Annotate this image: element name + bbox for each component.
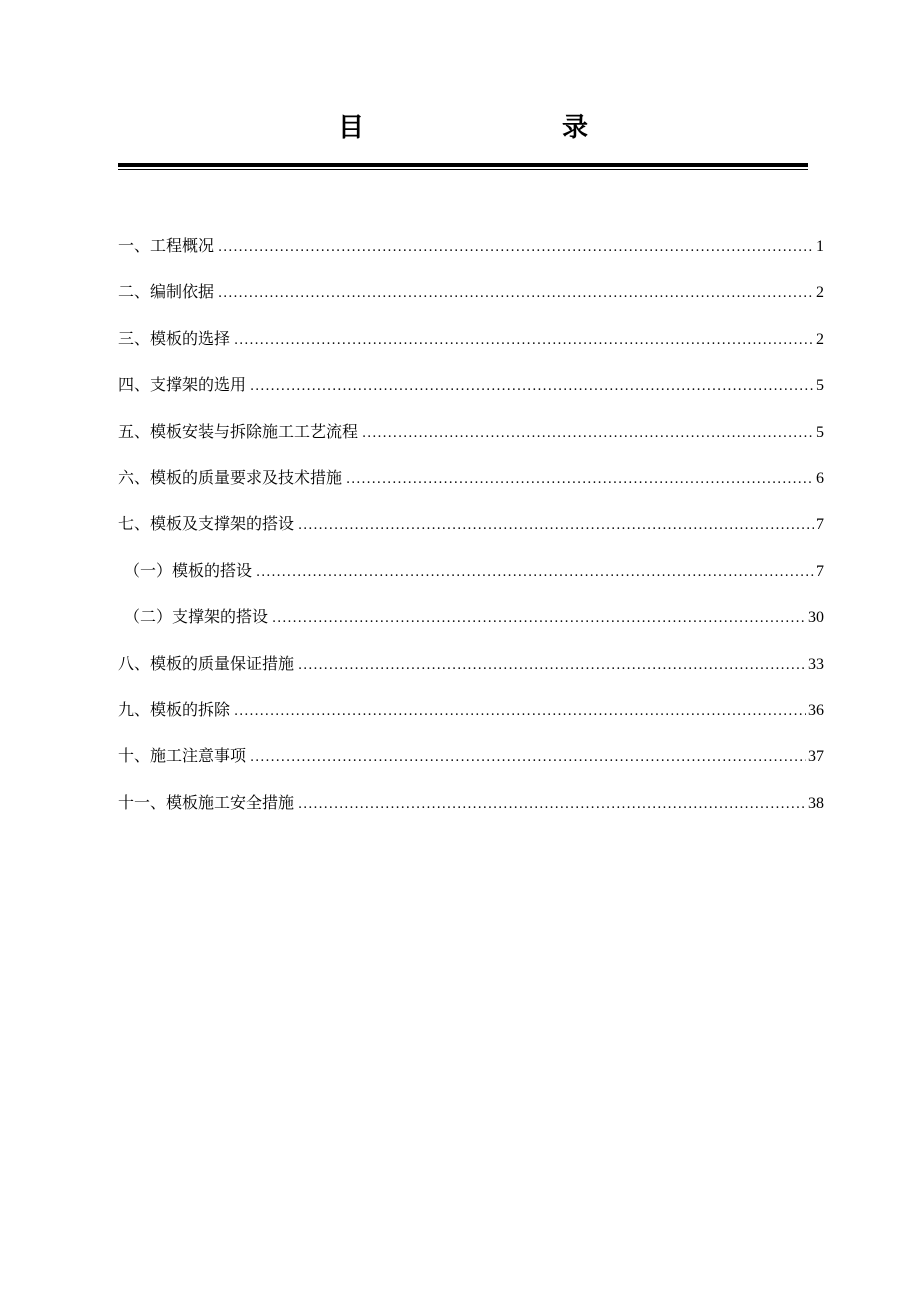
- toc-dot-leader: [362, 416, 814, 452]
- toc-page-number: 38: [808, 794, 824, 812]
- toc-dot-leader: [256, 555, 814, 591]
- toc-entry-label: 十一、模板施工安全措施: [118, 792, 295, 812]
- toc-entry-label: 二、编制依据: [118, 282, 215, 302]
- title-rule-thick: [118, 163, 808, 167]
- toc-entry-label: 六、模板的质量要求及技术措施: [118, 467, 343, 487]
- toc-page-number: 2: [816, 330, 824, 348]
- toc-entry-label: （一）模板的搭设: [124, 560, 253, 580]
- toc-entry[interactable]: [118, 738, 824, 784]
- toc-dot-leader: [298, 787, 806, 823]
- toc-entry-label: 四、支撑架的选用: [118, 375, 247, 395]
- toc-page-number: 37: [808, 748, 824, 766]
- toc-dot-leader: [218, 230, 814, 266]
- toc-entry-label: 五、模板安装与拆除施工工艺流程: [118, 421, 359, 441]
- toc-page-number: 30: [808, 609, 824, 627]
- toc-dot-leader: [250, 369, 814, 405]
- toc-entry[interactable]: [118, 414, 824, 460]
- toc-entry-label: （二）支撑架的搭设: [124, 607, 269, 627]
- title-rule-thin: [118, 169, 808, 170]
- toc-dot-leader: [346, 462, 814, 498]
- toc-dot-leader: [250, 740, 806, 776]
- toc-entry[interactable]: [118, 321, 824, 367]
- toc-page-number: 2: [816, 284, 824, 302]
- toc-dot-leader: [298, 508, 814, 544]
- toc-entry[interactable]: [118, 228, 824, 274]
- toc-subentry[interactable]: [118, 599, 824, 645]
- toc-entry[interactable]: [118, 646, 824, 692]
- toc-page-number: 1: [816, 238, 824, 255]
- toc-dot-leader: [272, 601, 806, 637]
- toc-page-number: 33: [808, 655, 824, 673]
- toc-entry[interactable]: [118, 460, 824, 506]
- toc-subentry[interactable]: [118, 553, 824, 599]
- toc-entry[interactable]: [118, 274, 824, 320]
- toc-page-number: 6: [816, 469, 824, 487]
- toc-dot-leader: [218, 276, 814, 312]
- toc-page-number: 5: [816, 423, 824, 441]
- toc-entry[interactable]: [118, 367, 824, 413]
- toc-dot-leader: [234, 694, 806, 730]
- toc-page-number: 36: [808, 701, 824, 719]
- toc-page-number: 7: [816, 516, 824, 534]
- toc-list: [118, 228, 824, 831]
- toc-entry-label: 九、模板的拆除: [118, 699, 231, 719]
- toc-dot-leader: [234, 323, 814, 359]
- toc-dot-leader: [298, 648, 806, 684]
- toc-page-number: 5: [816, 377, 824, 395]
- toc-entry-label: 一、工程概况: [118, 236, 215, 255]
- toc-entry[interactable]: [118, 506, 824, 552]
- toc-page-number: 7: [816, 562, 824, 580]
- toc-entry-label: 十、施工注意事项: [118, 746, 247, 766]
- toc-entry-label: 三、模板的选择: [118, 328, 231, 348]
- toc-entry-label: 八、模板的质量保证措施: [118, 653, 295, 673]
- toc-title: 目 录: [337, 113, 649, 143]
- toc-entry[interactable]: [118, 692, 824, 738]
- toc-entry[interactable]: [118, 785, 824, 831]
- toc-entry-label: 七、模板及支撑架的搭设: [118, 514, 295, 534]
